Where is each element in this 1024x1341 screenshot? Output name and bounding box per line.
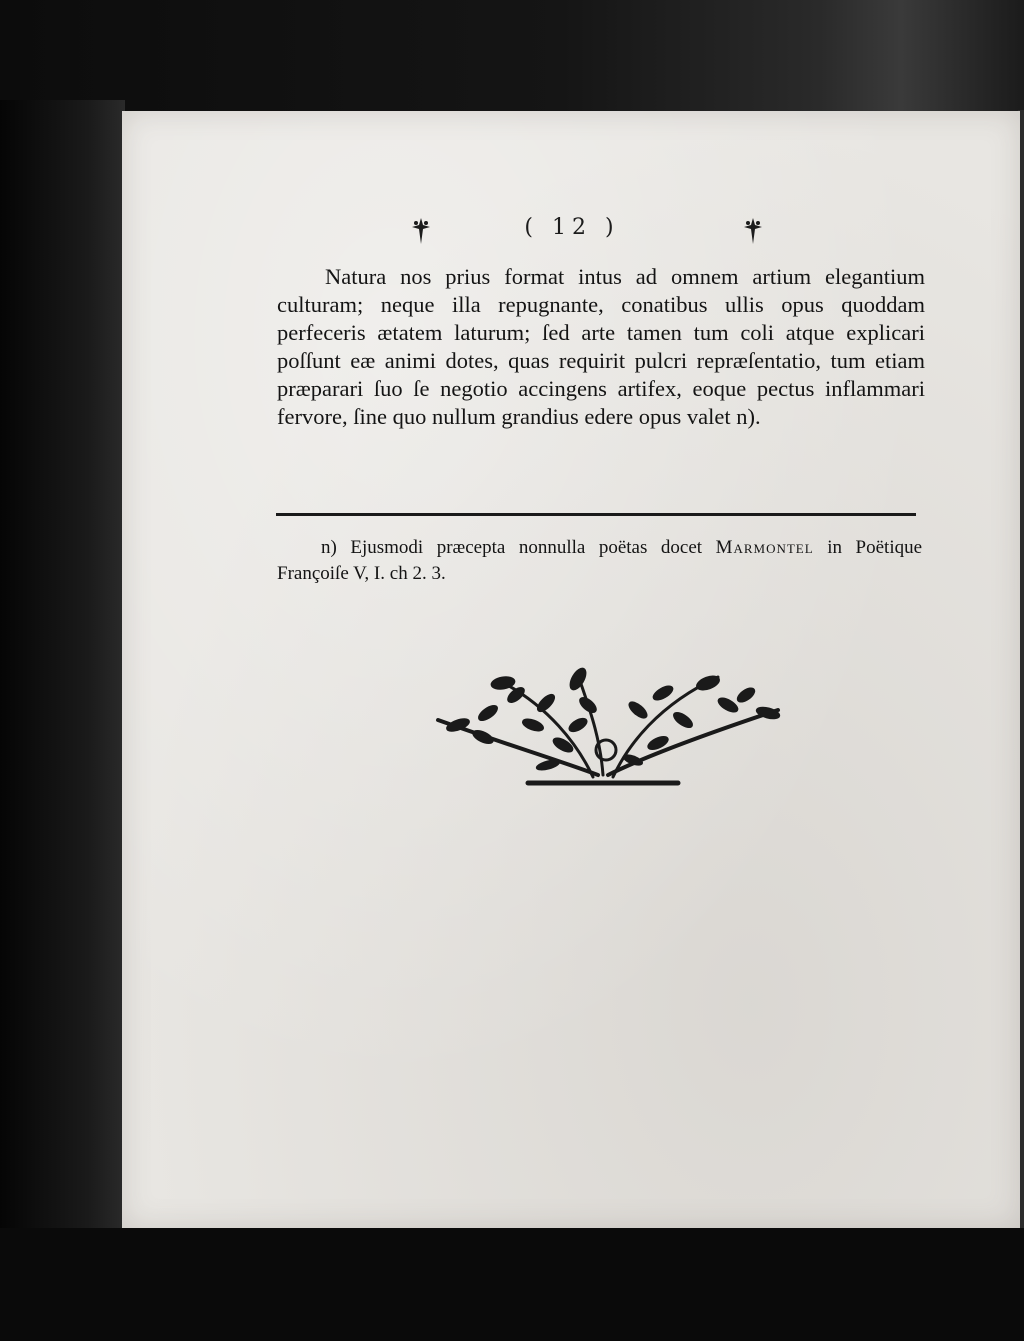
- footnote-text: Ejusmodi præcepta nonnulla poëtas docet: [350, 537, 703, 558]
- fleuron-icon: [742, 217, 764, 245]
- page-number: ( 12 ): [524, 215, 620, 240]
- floral-ornament-icon: [428, 665, 788, 790]
- page-header: [410, 215, 780, 255]
- main-paragraph: Natura nos prius format intus ad omnem artium elegantium culturam; neque illa repugnante, conatibus ullis opus quoddam perfeceris ætatem laturum; ſed arte tamen tum coli atque explicari poſſunt eæ animi dotes, quas requirit pulcri repræſentatio, tum etiam præparari ſuo ſe negotio accingens artifex, eoque pectus inflammari fervore, ſine quo nullum grandius edere opus valet n).: [277, 264, 925, 429]
- footnote: [277, 535, 922, 587]
- scan-background-left: [0, 100, 125, 1341]
- scan-background-top: [0, 0, 1024, 120]
- scan-background-bottom: [0, 1228, 1024, 1341]
- footnote-author: Marmontel: [715, 537, 814, 558]
- footnote-marker: n): [321, 537, 337, 558]
- fleuron-icon: [410, 217, 432, 245]
- footnote-reference: in Poëtique Françoiſe V, I. ch 2. 3.: [277, 537, 923, 584]
- footnote-rule: [276, 513, 916, 516]
